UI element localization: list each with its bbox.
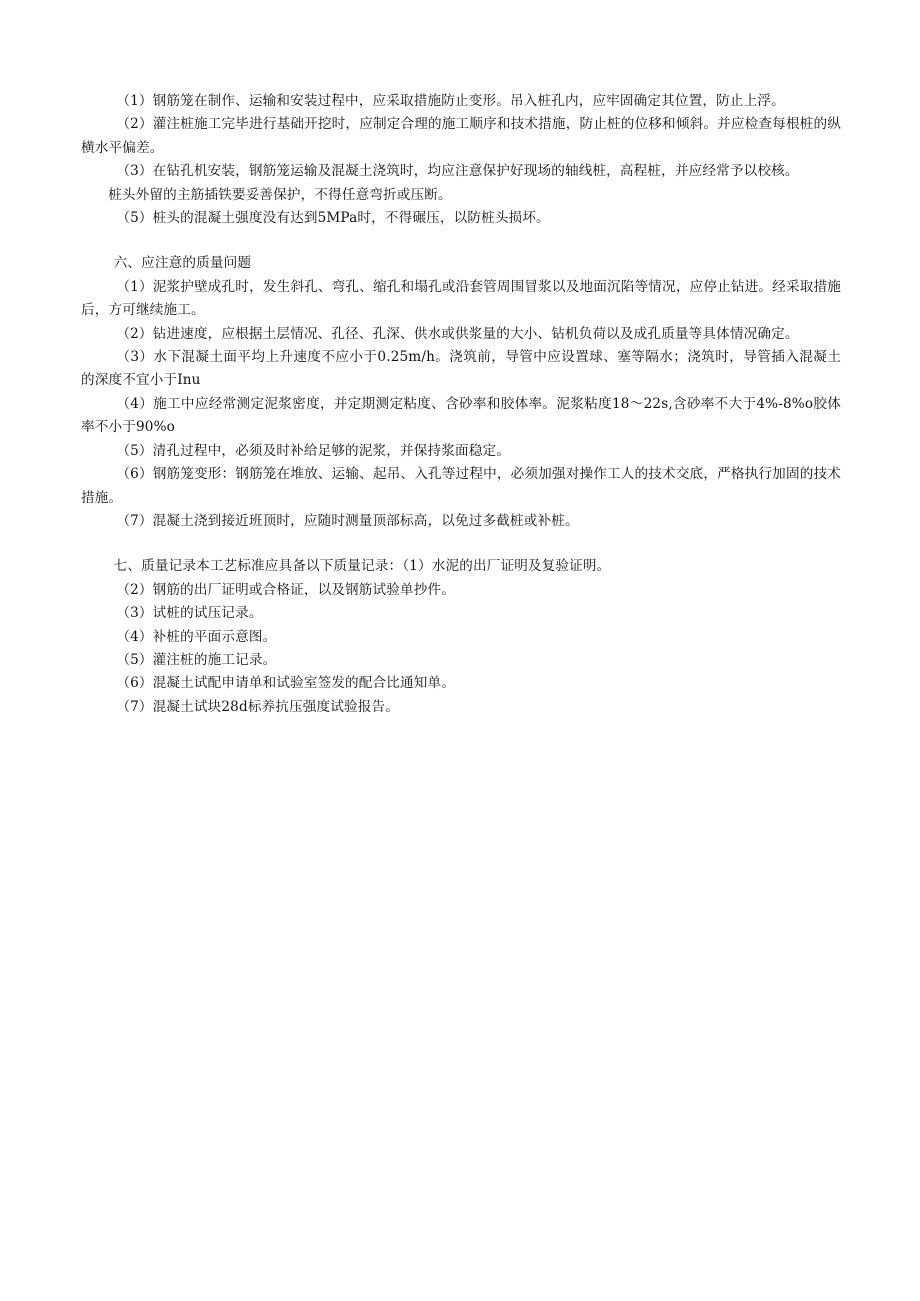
record-5-construction-record: （5）灌注桩的施工记录。 — [116, 651, 277, 668]
issue-5-hole-cleaning: （5）清孔过程中，必须及时补给足够的泥浆，并保持浆面稳定。 — [116, 442, 510, 459]
issue-1-mud-wall: （1）泥浆护壁成孔时，发生斜孔、弯孔、缩孔和塌孔或沿套管周围冒浆以及地面沉陷等情况，应停止钻进。经采取措施后，方可继续施工。 — [81, 278, 841, 319]
record-2-rebar-certificate: （2）钢筋的出厂证明或合格证，以及钢筋试验单抄件。 — [116, 581, 456, 598]
section-6-heading: 六、应注意的质量问题 — [113, 255, 252, 272]
record-6-mix-proportion: （6）混凝土试配申请单和试验室签发的配合比通知单。 — [116, 675, 456, 692]
paragraph-1-rebar-cage: （1）钢筋笼在制作、运输和安装过程中，应采取措施防止变形。吊入桩孔内，应牢固确定其位置，防止上浮。 — [116, 93, 785, 109]
paragraph-2-excavation: （2）灌注桩施工完毕进行基础开挖时，应制定合理的施工顺序和技术措施，防止桩的位移和倾斜。并应检查每根桩的纵横水平偏差。 — [81, 116, 841, 156]
record-3-test-pile: （3）试桩的试压记录。 — [116, 605, 263, 622]
paragraph-5-pile-head-strength: （5）桩头的混凝土强度没有达到5MPa时，不得碾压，以防桩头损坏。 — [116, 210, 550, 227]
issue-7-top-elevation: （7）混凝土浇到接近班顶时，应随时测量顶部标高，以免过多截桩或补桩。 — [116, 512, 579, 529]
issue-6-cage-deformation: （6）钢筋笼变形：钢筋笼在堆放、运输、起吊、入孔等过程中，必须加强对操作工人的技术交底，严格执行加固的技术措施。 — [81, 466, 841, 506]
paragraph-4-pile-head-rebar: 桩头外留的主筋插铁要妥善保护，不得任意弯折或压断。 — [108, 186, 452, 203]
quality-issues-section — [81, 252, 841, 533]
document-page — [81, 90, 841, 719]
protection-section — [81, 90, 841, 230]
quality-records-section — [81, 555, 841, 719]
record-4-pile-plan: （4）补桩的平面示意图。 — [116, 628, 277, 645]
issue-3-underwater-concrete: （3）水下混凝土面平均上升速度不应小于0.25m/h。浇筑前，导管中应设置球、塞等隔水；浇筑时，导管插入混凝土的深度不宜小于Inu — [81, 349, 841, 389]
section-7-heading: 七、质量记录本工艺标准应具备以下质量记录：（1）水泥的出厂证明及复验证明。 — [113, 558, 611, 575]
record-7-compressive-test: （7）混凝土试块28d标养抗压强度试验报告。 — [116, 698, 399, 715]
issue-4-mud-density: （4）施工中应经常测定泥浆密度，并定期测定粘度、含砂率和胶体率。泥浆粘度18～22s,含砂率不大于4%-8%o胶体率不小于90%o — [81, 395, 841, 436]
paragraph-3-axis-piles: （3）在钻孔机安装，钢筋笼运输及混凝土浇筑时，均应注意保护好现场的轴线桩，高程桩，并应经常予以校核。 — [116, 163, 799, 180]
issue-2-drilling-speed: （2）钻进速度，应根据土层情况、孔径、孔深、供水或供浆量的大小、钻机负荷以及成孔质量等具体情况确定。 — [116, 325, 799, 342]
